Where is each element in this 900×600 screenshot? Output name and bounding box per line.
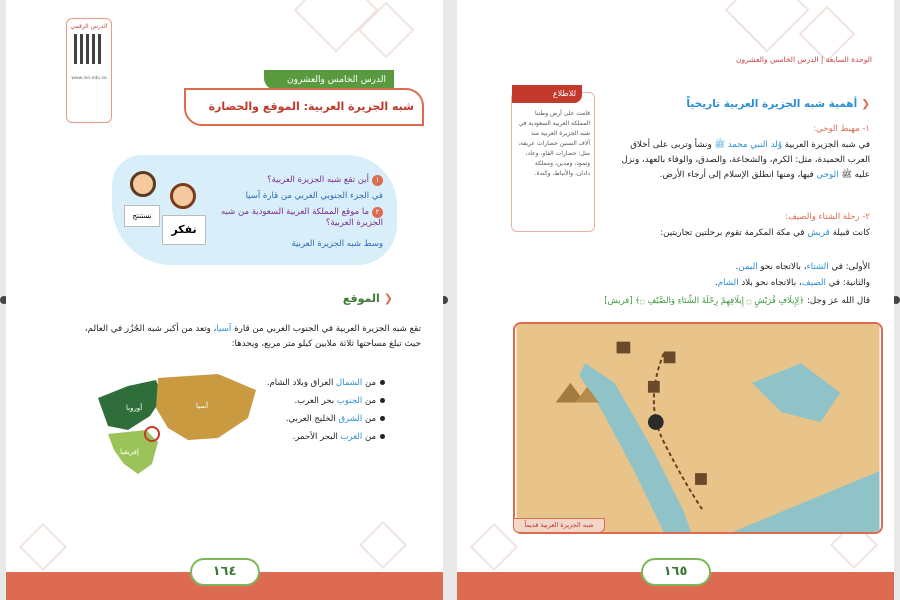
section-heading-location [343,292,393,305]
page-number: ١٦٥ [641,558,711,586]
location-text-1: تقع شبه الجزيرة العربية في الجنوب الغربي من قارة [234,324,421,334]
decoration [725,0,810,52]
section-heading-text: الموقع [342,292,380,305]
lesson-tag: الدرس الخامس والعشرون [264,70,394,90]
prophet-highlight: وُلد النبي محمد ﷺ [714,140,783,150]
list-item: من الشمال العراق وبلاد الشام. [235,374,385,392]
ancient-arabia-map [513,322,883,534]
question-1 [208,175,383,186]
chevron-icon: ❮ [383,292,393,305]
location-text-2: ، وتعد من أكبر شبه الجُزُر في العالم، حيث تبلغ مساحتها ثلاثة ملايين كيلو متر مربع، ويحدها: [84,324,421,349]
map-label-europe: أوروبا [126,404,143,412]
map-label-asia: آسيا [196,402,209,410]
map-caption: شبه الجزيرة العربية قديماً [513,518,605,533]
question-number: ١ [372,175,383,186]
question-2-text: ما موقع المملكة العربية السعودية من شبه الجزيرة العربية؟ [221,207,383,228]
section-title [610,98,870,110]
decoration [359,521,407,569]
para-text: في شبه الجزيرة العربية [784,140,870,150]
kid-girl-head [170,183,196,209]
list-item: من الجنوب بحر العرب. [235,392,385,410]
verse-line [480,293,870,309]
sign-think: نفكر [162,215,206,245]
question-2 [208,207,383,228]
temple-icon [617,342,631,354]
page-number: ١٦٤ [190,558,260,586]
qr-code-icon[interactable] [74,34,104,64]
trip-summer: والثانية: في الصيف، بالاتجاه نحو بلاد الشام. [715,278,870,288]
qr-url: www.ien.edu.sa [71,76,107,81]
info-text: قامت على أرض وطننا المملكة العربية السعودية في شبه الجزيرة العربية منذ آلاف السنين حضارات عريقة، مثل: حضارات الفاو، وعاد، وثمود، ومدين، ومملكة دادان، والأنباط، وكندة. [518,110,590,177]
chevron-icon: ❮ [861,98,870,110]
map-label-africa: إفريقيا [120,448,139,456]
section-title-text: أهمية شبه الجزيرة العربية تاريخياً [686,98,858,110]
subheading-revelation: ١- مهبط الوحي: [813,124,870,134]
list-item: من الشرق الخليج العربي. [235,410,385,428]
para-text: ونشأ وتربى على أخلاق العرب الحميدة، مثل: الكرم، والشجاعة، والصدق، والوفاء بالعهد، ونزل عليه ﷺ [621,140,870,180]
decoration [470,523,518,571]
quraysh-highlight: قريش [807,228,830,238]
qr-label: الدرس الرقمي [70,23,108,30]
revelation-paragraph [620,138,870,183]
think-card [112,155,397,265]
kid-boy-head [130,171,156,197]
list-item: من الغرب البحر الأحمر. [235,428,385,446]
decoration [19,523,67,571]
para-text: فيها، ومنها انطلق الإسلام إلى أرجاء الأرض. [659,170,814,180]
asia-highlight: آسيا [216,324,232,334]
page-right [457,0,894,600]
yemen-highlight: اليمن [738,262,758,272]
verse-intro: قال الله عز وجل: [806,296,870,306]
winter-highlight: الشتاء [806,262,829,272]
question-1-text: أين تقع شبه الجزيرة العربية؟ [267,175,369,185]
answer-2: وسط شبه الجزيرة العربية [291,239,383,249]
decoration [799,6,856,63]
borders-list [235,374,385,446]
verse-text: ﴿لِإِيلَافِ قُرَيْشٍ ۝ إِيلَافِهِمْ رِحْلَةَ الشِّتَاءِ وَالصَّيْفِ ۝﴾ [قريش] [604,295,805,305]
subheading-journeys: ٢- رحلة الشتاء والصيف: [785,212,870,222]
sign-conclude: نستنتج [124,205,160,227]
journeys-paragraph [540,226,870,241]
info-box [511,89,595,232]
kids-illustration [122,163,212,258]
page-left [6,0,443,600]
revelation-highlight: الوحي [816,170,839,180]
temple-icon [648,381,660,393]
sham-highlight: الشام [717,278,739,288]
answer-1: في الجزء الجنوبي الغربي من قارة آسيا [245,191,383,201]
location-paragraph [75,322,421,352]
info-tag: للاطلاع [512,85,582,103]
question-number: ٢ [372,207,383,218]
digital-lesson-qr[interactable] [66,18,112,123]
para-text: كانت قبيلة [832,228,870,238]
temple-icon [695,473,707,485]
summer-highlight: الصيف [801,278,826,288]
world-map [78,368,258,476]
trip-winter: الأولى: في الشتاء، بالاتجاه نحو اليمن. [735,262,870,272]
para-text: في مكة المكرمة تقوم برحلتين تجاريتين: [660,228,805,238]
kaaba-icon [648,414,664,430]
running-head: الوحدة السابعة | الدرس الخامس والعشرون [736,55,872,64]
lesson-title: شبه الجزيرة العربية: الموقع والحضارة [184,88,424,126]
temple-icon [664,351,676,363]
